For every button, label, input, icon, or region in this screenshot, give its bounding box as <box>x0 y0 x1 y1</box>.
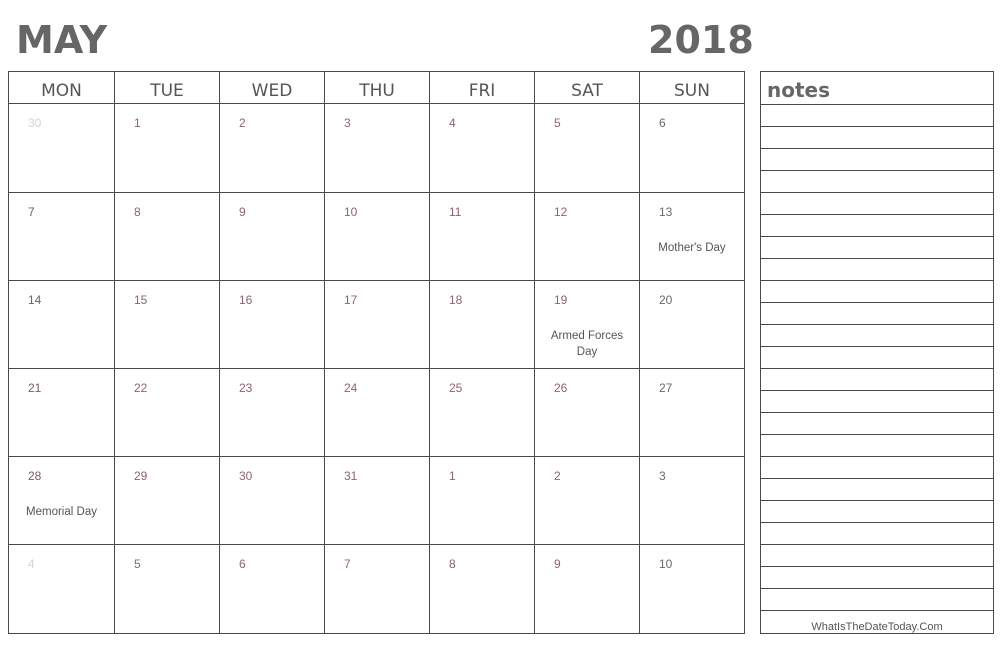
calendar-day-cell[interactable] <box>115 193 220 281</box>
notes-line <box>761 126 993 127</box>
day-number: 2 <box>554 469 561 483</box>
notes-panel <box>760 71 994 634</box>
calendar-day-cell[interactable] <box>535 545 640 633</box>
day-number: 5 <box>554 116 561 130</box>
notes-line <box>761 368 993 369</box>
calendar-day-cell[interactable] <box>220 193 325 281</box>
day-number: 4 <box>449 116 456 130</box>
day-number: 10 <box>344 205 358 219</box>
notes-line <box>761 258 993 259</box>
day-number: 10 <box>659 557 673 571</box>
notes-line <box>761 236 993 237</box>
day-number: 14 <box>28 293 42 307</box>
calendar-day-cell[interactable] <box>430 281 535 369</box>
calendar-day-cell[interactable] <box>9 369 115 457</box>
calendar-day-cell[interactable] <box>325 457 430 545</box>
calendar-day-cell[interactable] <box>220 369 325 457</box>
calendar-day-cell[interactable] <box>535 193 640 281</box>
day-number: 30 <box>28 116 42 130</box>
notes-line <box>761 544 993 545</box>
weekday-header: FRI <box>430 72 535 104</box>
calendar-day-cell[interactable] <box>115 369 220 457</box>
notes-line <box>761 566 993 567</box>
notes-title: notes <box>767 78 831 102</box>
notes-line <box>761 346 993 347</box>
day-number: 13 <box>659 205 673 219</box>
calendar-day-cell[interactable] <box>115 104 220 193</box>
day-number: 16 <box>239 293 253 307</box>
day-number: 15 <box>134 293 148 307</box>
day-number: 23 <box>239 381 253 395</box>
notes-line <box>761 104 993 105</box>
day-number: 1 <box>449 469 456 483</box>
day-number: 24 <box>344 381 358 395</box>
day-number: 19 <box>554 293 568 307</box>
holiday-label: Armed Forces Day <box>550 330 624 358</box>
day-number: 5 <box>134 557 141 571</box>
calendar-day-cell[interactable] <box>430 545 535 633</box>
calendar-day-cell[interactable] <box>9 193 115 281</box>
day-number: 17 <box>344 293 358 307</box>
notes-line <box>761 478 993 479</box>
calendar-day-cell[interactable] <box>535 104 640 193</box>
notes-line <box>761 456 993 457</box>
day-number: 20 <box>659 293 673 307</box>
day-number: 1 <box>134 116 141 130</box>
calendar-day-cell[interactable] <box>640 545 744 633</box>
day-number: 3 <box>659 469 666 483</box>
holiday-label: Memorial Day <box>26 506 97 518</box>
weekday-header: THU <box>325 72 430 104</box>
calendar-day-cell[interactable] <box>325 281 430 369</box>
day-number: 2 <box>239 116 246 130</box>
day-number: 30 <box>239 469 253 483</box>
notes-line <box>761 390 993 391</box>
notes-line <box>761 522 993 523</box>
calendar-day-cell[interactable] <box>430 369 535 457</box>
calendar-day-cell[interactable] <box>640 193 744 281</box>
weekday-header: WED <box>220 72 325 104</box>
notes-line <box>761 324 993 325</box>
calendar-day-cell[interactable] <box>325 545 430 633</box>
notes-line <box>761 434 993 435</box>
calendar-day-cell[interactable] <box>325 193 430 281</box>
day-number: 21 <box>28 381 42 395</box>
year-title: 2018 <box>648 18 754 62</box>
day-number: 28 <box>28 469 42 483</box>
calendar-day-cell[interactable] <box>430 104 535 193</box>
calendar-day-cell[interactable] <box>220 545 325 633</box>
day-number: 8 <box>449 557 456 571</box>
calendar-day-cell[interactable] <box>535 457 640 545</box>
day-number: 31 <box>344 469 358 483</box>
weekday-header: SAT <box>535 72 640 104</box>
day-number: 18 <box>449 293 463 307</box>
weekday-header: TUE <box>115 72 220 104</box>
calendar-day-cell[interactable] <box>325 369 430 457</box>
calendar-day-cell[interactable] <box>640 281 744 369</box>
day-number: 8 <box>134 205 141 219</box>
calendar-day-cell[interactable] <box>640 369 744 457</box>
notes-line <box>761 214 993 215</box>
day-number: 9 <box>239 205 246 219</box>
calendar-grid <box>8 71 745 634</box>
calendar-day-cell[interactable] <box>9 545 115 633</box>
day-number: 6 <box>659 116 666 130</box>
calendar-day-cell[interactable] <box>220 457 325 545</box>
day-number: 29 <box>134 469 148 483</box>
day-number: 6 <box>239 557 246 571</box>
weekday-header: MON <box>9 72 115 104</box>
day-number: 3 <box>344 116 351 130</box>
calendar-day-cell[interactable] <box>220 104 325 193</box>
calendar-day-cell[interactable] <box>115 457 220 545</box>
calendar-day-cell[interactable] <box>640 457 744 545</box>
day-number: 11 <box>449 205 462 219</box>
calendar-day-cell[interactable] <box>9 281 115 369</box>
calendar-day-cell[interactable] <box>535 369 640 457</box>
day-number: 9 <box>554 557 561 571</box>
calendar-day-cell[interactable] <box>430 457 535 545</box>
calendar-day-cell[interactable] <box>115 281 220 369</box>
notes-line <box>761 302 993 303</box>
calendar-day-cell[interactable] <box>115 545 220 633</box>
calendar-day-cell[interactable] <box>9 457 115 545</box>
notes-line <box>761 588 993 589</box>
holiday-label: Mother's Day <box>658 242 726 254</box>
day-number: 4 <box>28 557 35 571</box>
day-number: 7 <box>344 557 351 571</box>
day-number: 27 <box>659 381 673 395</box>
calendar-day-cell[interactable] <box>430 193 535 281</box>
day-number: 25 <box>449 381 463 395</box>
notes-line <box>761 412 993 413</box>
calendar-day-cell[interactable] <box>220 281 325 369</box>
footer-credit: WhatIsTheDateToday.Com <box>811 621 943 633</box>
month-title: MAY <box>16 18 108 62</box>
calendar-day-cell[interactable] <box>9 104 115 193</box>
notes-line <box>761 148 993 149</box>
notes-line <box>761 500 993 501</box>
notes-line <box>761 280 993 281</box>
day-number: 7 <box>28 205 35 219</box>
notes-line <box>761 610 993 611</box>
notes-line <box>761 170 993 171</box>
weekday-header: SUN <box>640 72 744 104</box>
notes-line <box>761 192 993 193</box>
calendar-day-cell[interactable] <box>640 104 744 193</box>
day-number: 22 <box>134 381 148 395</box>
day-number: 26 <box>554 381 568 395</box>
calendar-day-cell[interactable] <box>325 104 430 193</box>
calendar-day-cell[interactable] <box>535 281 640 369</box>
day-number: 12 <box>554 205 568 219</box>
